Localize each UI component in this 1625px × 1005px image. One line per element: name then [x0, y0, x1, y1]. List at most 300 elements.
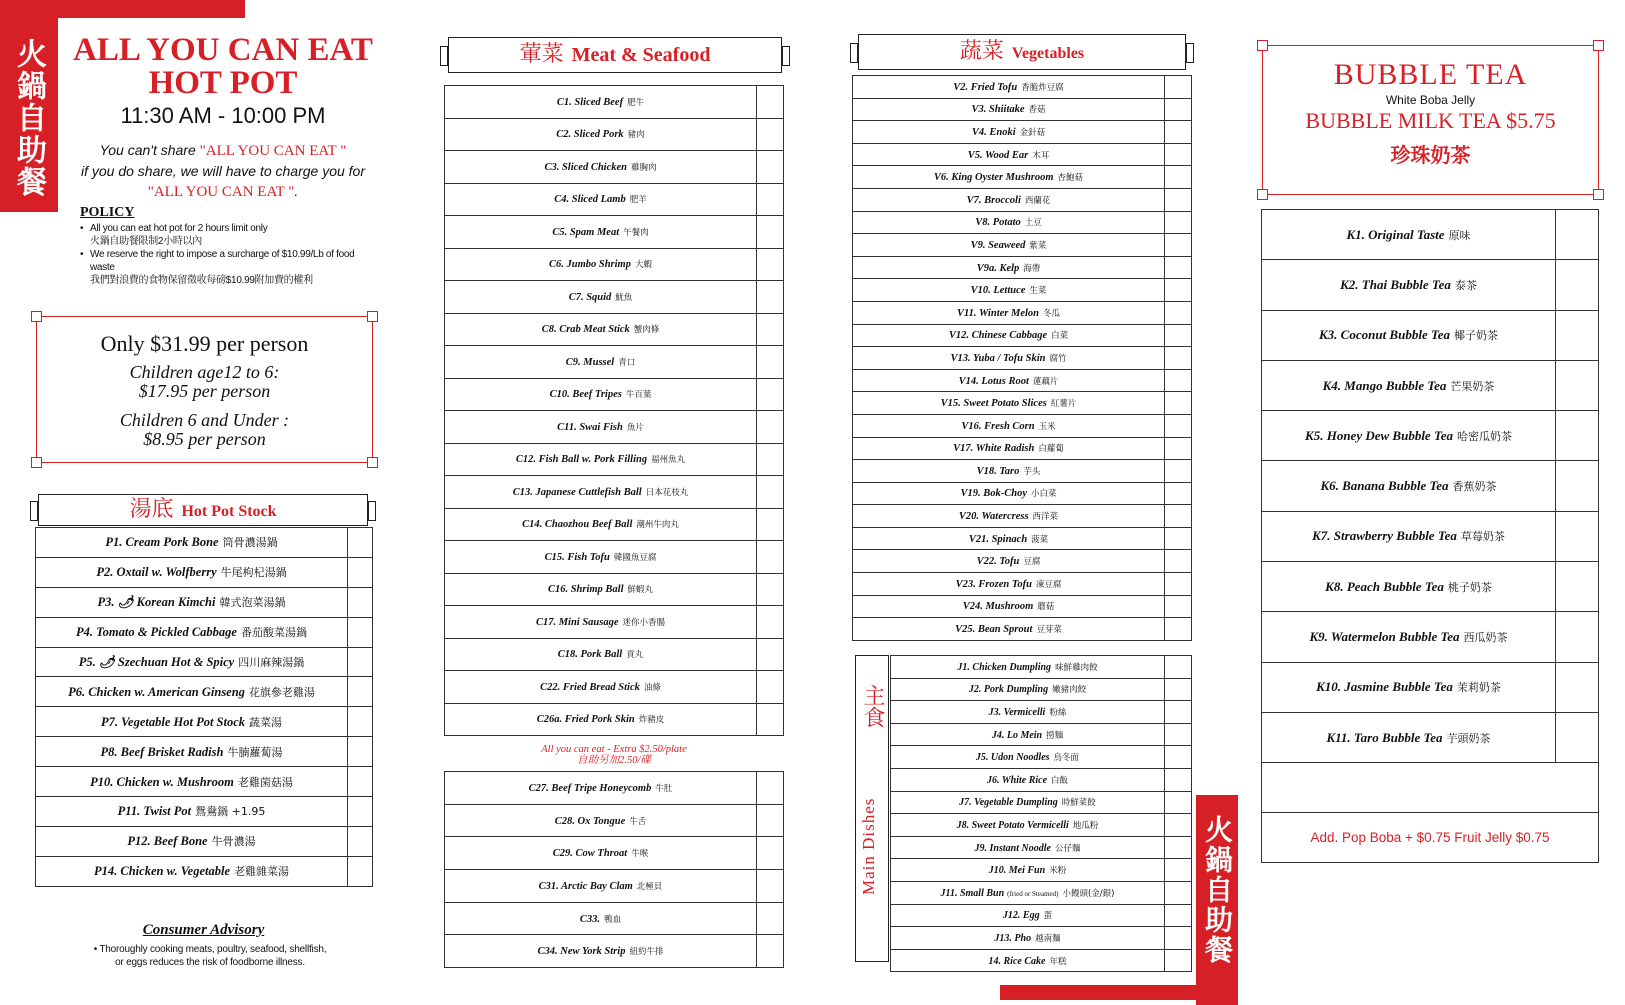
- order-checkbox-cell[interactable]: [1165, 701, 1192, 724]
- order-checkbox-cell[interactable]: [1165, 143, 1192, 166]
- menu-item: [445, 804, 757, 837]
- order-checkbox-cell[interactable]: [1165, 814, 1192, 837]
- menu-item: [36, 647, 348, 677]
- order-checkbox-cell[interactable]: [1165, 482, 1192, 505]
- menu-row: [891, 881, 1192, 904]
- order-checkbox-cell[interactable]: [1165, 301, 1192, 324]
- menu-row: [853, 234, 1192, 257]
- menu-row: [36, 617, 373, 647]
- order-checkbox-cell[interactable]: [348, 767, 373, 797]
- order-checkbox-cell[interactable]: [1165, 166, 1192, 189]
- menu-item: [853, 550, 1165, 573]
- menu-item-cn: 香脆炸豆腐: [1021, 82, 1064, 93]
- order-checkbox-cell[interactable]: [348, 677, 373, 707]
- menu-item-name: C29. Cow Throat: [552, 848, 628, 860]
- order-checkbox-cell[interactable]: [1165, 188, 1192, 211]
- menu-item: [445, 248, 757, 281]
- order-checkbox-cell[interactable]: [757, 870, 784, 903]
- menu-row: [36, 826, 373, 856]
- order-checkbox-cell[interactable]: [1165, 904, 1192, 927]
- menu-item: [1262, 461, 1556, 511]
- menu-item-name: P2. Oxtail w. Wolfberry: [96, 565, 217, 580]
- menu-row: [1262, 310, 1599, 360]
- order-checkbox-cell[interactable]: [1165, 595, 1192, 618]
- stock-header: [38, 494, 368, 526]
- menu-row: [891, 859, 1192, 882]
- menu-item-name: C17. Mini Sausage: [535, 616, 619, 628]
- order-checkbox-cell[interactable]: [1165, 121, 1192, 144]
- menu-item: [853, 347, 1165, 370]
- menu-item-name: P10. Chicken w. Mushroom: [90, 774, 234, 789]
- menu-item-name: C22. Fried Bread Stick: [540, 681, 640, 693]
- menu-item-cn: 海帶: [1023, 263, 1041, 274]
- menu-item-cn: 魷魚: [615, 292, 633, 303]
- menu-row: [1262, 662, 1599, 712]
- share-quote: "ALL YOU CAN EAT ": [199, 143, 347, 159]
- meat-header-en: Meat & Seafood: [571, 44, 711, 66]
- menu-item: [36, 677, 348, 707]
- menu-item-name: V9. Seaweed: [970, 239, 1026, 251]
- order-checkbox-cell[interactable]: [1556, 411, 1599, 461]
- menu-item-name: P7. Vegetable Hot Pot Stock: [100, 714, 246, 729]
- menu-item-name: J12. Egg: [1002, 910, 1040, 922]
- menu-item-name: V16. Fresh Corn: [961, 420, 1035, 432]
- menu-item-cn: 牛尾枸杞湯鍋: [220, 566, 287, 580]
- menu-item: [1262, 260, 1556, 310]
- menu-item-cn: 蘑菇: [1037, 602, 1055, 613]
- menu-item-cn: 青口: [618, 357, 636, 368]
- order-checkbox-cell[interactable]: [1556, 210, 1599, 260]
- menu-item: [891, 836, 1165, 859]
- menu-item: [445, 573, 757, 606]
- menu-item-cn: 韓國魚豆腐: [613, 552, 657, 563]
- menu-item: [445, 118, 757, 151]
- menu-item-cn: 草莓奶茶: [1460, 530, 1505, 544]
- menu-item-cn: 椰子奶茶: [1453, 329, 1498, 343]
- menu-item-name: V6. King Oyster Mushroom: [933, 172, 1054, 184]
- menu-item-name: V25. Bean Sprout: [955, 624, 1033, 636]
- menu-item: [853, 98, 1165, 121]
- order-checkbox-cell[interactable]: [1556, 310, 1599, 360]
- order-checkbox-cell[interactable]: [757, 183, 784, 216]
- order-checkbox-cell[interactable]: [1165, 618, 1192, 641]
- menu-item-name: J9. Instant Noodle: [974, 842, 1051, 854]
- menu-item-name: K2. Thai Bubble Tea: [1340, 276, 1451, 292]
- order-checkbox-cell[interactable]: [1556, 511, 1599, 561]
- menu-item: [891, 949, 1165, 972]
- menu-row: [445, 346, 784, 379]
- menu-item-cn: 西瓜奶茶: [1463, 631, 1508, 645]
- menu-item-cn: 鴨血: [604, 914, 622, 925]
- menu-row: [36, 647, 373, 677]
- menu-row: [891, 723, 1192, 746]
- menu-item: [853, 279, 1165, 302]
- order-checkbox-cell[interactable]: [757, 248, 784, 281]
- order-checkbox-cell[interactable]: [1165, 437, 1192, 460]
- menu-item-cn: 金針菇: [1019, 127, 1046, 138]
- menu-item: [445, 183, 757, 216]
- menu-item-name: C7. Squid: [568, 291, 612, 303]
- menu-item: [445, 86, 757, 119]
- order-checkbox-cell[interactable]: [1165, 949, 1192, 972]
- menu-row: [445, 772, 784, 805]
- menu-item: [853, 437, 1165, 460]
- menu-item: [853, 369, 1165, 392]
- menu-item-cn: 紐約牛排: [629, 947, 664, 958]
- menu-row: [891, 746, 1192, 769]
- menu-item-cn: 芋头: [1023, 466, 1041, 477]
- menu-item-cn: 茉莉奶茶: [1456, 681, 1501, 695]
- order-checkbox-cell[interactable]: [757, 411, 784, 444]
- order-checkbox-cell[interactable]: [348, 797, 373, 827]
- order-checkbox-cell[interactable]: [348, 737, 373, 767]
- frame-corner: [1257, 40, 1268, 51]
- order-checkbox-cell[interactable]: [348, 587, 373, 617]
- menu-item: [445, 313, 757, 346]
- bubble-tea-box: [1262, 45, 1599, 195]
- menu-item-cn: 菠菜: [1031, 534, 1049, 545]
- menu-row: [36, 797, 373, 827]
- menu-row: [36, 677, 373, 707]
- main-dishes-en: Main Dishes: [859, 797, 878, 895]
- menu-item-name: V2. Fried Tofu: [953, 81, 1018, 93]
- menu-item-name: J5. Udon Noodles: [975, 752, 1050, 764]
- menu-item-name: C4. Sliced Lamb: [554, 194, 626, 206]
- menu-item-cn: 牛舌: [629, 816, 647, 827]
- share-text-b: if you do share, we will have to charge you for: [80, 163, 366, 179]
- menu-item-cn: 地瓜粉: [1072, 820, 1099, 831]
- menu-item: [891, 791, 1165, 814]
- order-checkbox-cell[interactable]: [757, 703, 784, 736]
- menu-item: [445, 902, 757, 935]
- menu-item-cn: 木耳: [1032, 150, 1050, 161]
- order-checkbox-cell[interactable]: [757, 313, 784, 346]
- menu-item: [36, 826, 348, 856]
- menu-item: [445, 606, 757, 639]
- menu-item-name: V23. Frozen Tofu: [955, 578, 1032, 590]
- extra-charge-note: All you can eat - Extra $2.50/plate 自助另加2.50/碟: [541, 744, 687, 766]
- order-checkbox-cell[interactable]: [757, 573, 784, 606]
- order-checkbox-cell[interactable]: [1165, 656, 1192, 679]
- order-checkbox-cell[interactable]: [757, 378, 784, 411]
- order-checkbox-cell[interactable]: [1165, 98, 1192, 121]
- order-checkbox-cell[interactable]: [1165, 369, 1192, 392]
- menu-row: [853, 256, 1192, 279]
- menu-item: [445, 870, 757, 903]
- order-checkbox-cell[interactable]: [757, 902, 784, 935]
- order-checkbox-cell[interactable]: [1165, 460, 1192, 483]
- menu-item-cn: 粉絲: [1049, 707, 1067, 718]
- menu-item: [891, 927, 1165, 950]
- order-checkbox-cell[interactable]: [1165, 678, 1192, 701]
- order-checkbox-cell[interactable]: [757, 508, 784, 541]
- menu-item-name: K9. Watermelon Bubble Tea: [1309, 629, 1460, 645]
- menu-row: [445, 935, 784, 968]
- menu-item-name: V9a. Kelp: [976, 262, 1020, 274]
- menu-item-name: V22. Tofu: [976, 556, 1020, 568]
- menu-item-name: K11. Taro Bubble Tea: [1326, 729, 1443, 745]
- child-price-a: Children age12 to 6: $17.95 per person: [129, 362, 280, 401]
- menu-item-name: V21. Spinach: [968, 533, 1028, 545]
- menu-item: [853, 234, 1165, 257]
- order-checkbox-cell[interactable]: [757, 804, 784, 837]
- menu-row: [445, 151, 784, 184]
- menu-item-cn: 嫩豬肉餃: [1052, 685, 1087, 696]
- order-checkbox-cell[interactable]: [348, 528, 373, 558]
- order-checkbox-cell[interactable]: [1556, 360, 1599, 410]
- menu-row: [853, 482, 1192, 505]
- menu-row: [853, 98, 1192, 121]
- opening-hours: 11:30 AM - 10:00 PM: [120, 103, 326, 128]
- order-checkbox-cell[interactable]: [1165, 768, 1192, 791]
- order-checkbox-cell[interactable]: [757, 216, 784, 249]
- menu-item-cn: 土豆: [1024, 218, 1042, 229]
- order-checkbox-cell[interactable]: [1165, 234, 1192, 257]
- order-checkbox-cell[interactable]: [1165, 573, 1192, 596]
- order-checkbox-cell[interactable]: [1165, 347, 1192, 370]
- menu-item-name: P11. Twist Pot: [117, 804, 192, 819]
- menu-item-name: C6. Jumbo Shrimp: [548, 259, 631, 271]
- menu-item-name: C33.: [579, 913, 601, 925]
- order-checkbox-cell[interactable]: [1556, 562, 1599, 612]
- menu-item-name: V11. Winter Melon: [957, 307, 1039, 319]
- order-checkbox-cell[interactable]: [1165, 211, 1192, 234]
- menu-item: [445, 638, 757, 671]
- order-checkbox-cell[interactable]: [1165, 881, 1192, 904]
- menu-item: [853, 211, 1165, 234]
- order-checkbox-cell[interactable]: [1556, 612, 1599, 662]
- menu-row: [445, 118, 784, 151]
- bubble-tea-title: BUBBLE TEA: [1333, 58, 1528, 91]
- menu-item-cn: 腐竹: [1049, 353, 1067, 364]
- menu-item: [1262, 562, 1556, 612]
- advisory-text: • Thoroughly cooking meats, poultry, seafood, shellfish, or eggs reduces the risk of foodborne illness.: [93, 944, 327, 968]
- menu-item-name: C13. Japanese Cuttlefish Ball: [512, 486, 642, 498]
- menu-item: [445, 935, 757, 968]
- order-checkbox-cell[interactable]: [1165, 279, 1192, 302]
- menu-item-cn: 鴛鴦鍋 +1.95: [195, 805, 266, 819]
- order-checkbox-cell[interactable]: [1165, 836, 1192, 859]
- header-ornament: [368, 501, 376, 521]
- order-checkbox-cell[interactable]: [348, 856, 373, 886]
- menu-item-cn: 時鮮菜餃: [1061, 798, 1096, 809]
- order-checkbox-cell[interactable]: [1165, 791, 1192, 814]
- menu-row: [853, 414, 1192, 437]
- order-checkbox-cell[interactable]: [1556, 662, 1599, 712]
- menu-row: [445, 443, 784, 476]
- order-checkbox-cell[interactable]: [757, 118, 784, 151]
- stock-table: [35, 527, 373, 887]
- order-checkbox-cell[interactable]: [1165, 324, 1192, 347]
- order-checkbox-cell[interactable]: [757, 638, 784, 671]
- menu-row: [36, 557, 373, 587]
- menu-item-name: V19. Bok-Choy: [960, 488, 1027, 500]
- order-checkbox-cell[interactable]: [1165, 723, 1192, 746]
- left-red-tab: [0, 0, 58, 212]
- menu-item-name: J8. Sweet Potato Vermicelli: [956, 819, 1069, 831]
- order-checkbox-cell[interactable]: [757, 151, 784, 184]
- menu-row: [1262, 411, 1599, 461]
- menu-row: [891, 656, 1192, 679]
- frame-corner: [31, 457, 42, 468]
- order-checkbox-cell[interactable]: [1165, 746, 1192, 769]
- order-checkbox-cell[interactable]: [1556, 712, 1599, 762]
- order-checkbox-cell[interactable]: [757, 606, 784, 639]
- menu-item-name: V4. Enoki: [971, 126, 1016, 138]
- order-checkbox-cell[interactable]: [1165, 76, 1192, 99]
- menu-item: [853, 414, 1165, 437]
- order-checkbox-cell[interactable]: [757, 541, 784, 574]
- menu-item-name: K10. Jasmine Bubble Tea: [1316, 679, 1453, 695]
- menu-item-cn: 生菜: [1029, 286, 1047, 297]
- menu-item: [891, 904, 1165, 927]
- frame-corner: [367, 311, 378, 322]
- order-checkbox-cell[interactable]: [1556, 461, 1599, 511]
- order-checkbox-cell[interactable]: [757, 935, 784, 968]
- meat-header-cn: 葷菜: [519, 42, 564, 67]
- main-table: [890, 655, 1192, 972]
- menu-item-cn: 炸豬皮: [638, 715, 665, 726]
- menu-item-name: K4. Mango Bubble Tea: [1322, 377, 1447, 393]
- policy-item: • All you can eat hot pot for 2 hours limit only 火鍋自助餐限制2小時以內: [80, 222, 380, 248]
- order-checkbox-cell[interactable]: [757, 86, 784, 119]
- extra-meat-table: [444, 771, 784, 968]
- menu-row: [853, 166, 1192, 189]
- menu-item-name: C27. Beef Tripe Honeycomb: [528, 782, 652, 794]
- menu-row: [445, 183, 784, 216]
- menu-row: [36, 737, 373, 767]
- menu-item-name: K5. Honey Dew Bubble Tea: [1305, 427, 1453, 443]
- menu-item: [36, 797, 348, 827]
- menu-item-cn: 西洋菜: [1032, 512, 1059, 523]
- order-checkbox-cell[interactable]: [1165, 505, 1192, 528]
- menu-row: [891, 701, 1192, 724]
- menu-row: [853, 505, 1192, 528]
- menu-item-name: C12. Fish Ball w. Pork Filling: [515, 454, 648, 466]
- menu-row: [853, 211, 1192, 234]
- menu-item: [853, 188, 1165, 211]
- menu-item-cn: 紅薯片: [1050, 399, 1077, 410]
- menu-item-cn: 紫菜: [1029, 240, 1047, 251]
- menu-row: [445, 248, 784, 281]
- menu-row: [891, 904, 1192, 927]
- menu-item-cn: 豬肉: [627, 130, 645, 141]
- share-end: .: [294, 183, 299, 199]
- menu-item: [891, 656, 1165, 679]
- order-checkbox-cell[interactable]: [348, 557, 373, 587]
- advisory-title: Consumer Advisory: [142, 922, 265, 938]
- order-checkbox-cell[interactable]: [1556, 260, 1599, 310]
- menu-item: [445, 772, 757, 805]
- menu-row: [853, 301, 1192, 324]
- menu-row: [36, 767, 373, 797]
- menu-item-cn: 味鮮雞肉餃: [1055, 662, 1098, 673]
- menu-item-cn: 午餐肉: [623, 227, 649, 238]
- order-checkbox-cell[interactable]: [1165, 414, 1192, 437]
- page-title: [58, 34, 388, 100]
- menu-item: [445, 508, 757, 541]
- order-checkbox-cell[interactable]: [1165, 550, 1192, 573]
- menu-item-cn: 牛百葉: [625, 390, 652, 401]
- order-checkbox-cell[interactable]: [757, 837, 784, 870]
- menu-item-cn: 芒果奶茶: [1450, 379, 1495, 393]
- order-checkbox-cell[interactable]: [348, 707, 373, 737]
- menu-item: [445, 411, 757, 444]
- menu-item-name: P5. 🌶 Szechuan Hot & Spicy: [78, 655, 235, 669]
- menu-item-name: V7. Broccoli: [966, 194, 1021, 206]
- menu-row: [1262, 712, 1599, 762]
- menu-item-cn: 番茄酸菜湯鍋: [240, 626, 307, 640]
- menu-row: [1262, 511, 1599, 561]
- menu-row: [853, 279, 1192, 302]
- order-checkbox-cell[interactable]: [757, 443, 784, 476]
- header-ornament: [1186, 43, 1194, 63]
- menu-row: [853, 573, 1192, 596]
- order-checkbox-cell[interactable]: [757, 671, 784, 704]
- order-checkbox-cell[interactable]: [1165, 527, 1192, 550]
- order-checkbox-cell[interactable]: [1165, 256, 1192, 279]
- menu-row: [445, 671, 784, 704]
- left-tab-text: 火鍋自助餐: [11, 38, 46, 198]
- menu-row: [1262, 461, 1599, 511]
- menu-row: [853, 595, 1192, 618]
- menu-row: [445, 541, 784, 574]
- menu-item-name: V15. Sweet Potato Slices: [940, 398, 1047, 410]
- order-checkbox-cell[interactable]: [757, 772, 784, 805]
- order-checkbox-cell[interactable]: [348, 826, 373, 856]
- menu-item: [36, 707, 348, 737]
- menu-item: [445, 671, 757, 704]
- menu-item-name: V12. Chinese Cabbage: [948, 330, 1048, 342]
- menu-row: [891, 814, 1192, 837]
- menu-item-name: C26a. Fried Pork Skin: [536, 714, 635, 726]
- order-checkbox-cell[interactable]: [1165, 392, 1192, 415]
- frame-corner: [1593, 189, 1604, 200]
- veg-header: [858, 34, 1186, 70]
- table-row: [1262, 813, 1599, 863]
- order-checkbox-cell[interactable]: [1165, 859, 1192, 882]
- menu-item: [445, 346, 757, 379]
- menu-item-cn: 豆芽菜: [1036, 625, 1062, 636]
- share-text-a: You can't share: [99, 142, 200, 158]
- menu-item-name: C2. Sliced Pork: [556, 129, 624, 141]
- order-checkbox-cell[interactable]: [348, 617, 373, 647]
- menu-row: [445, 837, 784, 870]
- menu-item-cn: 冬瓜: [1042, 308, 1060, 319]
- menu-item-name: V17. White Radish: [953, 443, 1035, 455]
- menu-item-cn: 白菜: [1051, 331, 1069, 342]
- order-checkbox-cell[interactable]: [1165, 927, 1192, 950]
- menu-row: [445, 281, 784, 314]
- menu-item-name: C9. Mussel: [565, 356, 615, 368]
- order-checkbox-cell[interactable]: [757, 281, 784, 314]
- menu-item-name: J3. Vermicelli: [988, 706, 1046, 718]
- order-checkbox-cell[interactable]: [757, 476, 784, 509]
- menu-item-cn: 豆腐: [1023, 557, 1041, 568]
- menu-item-name: V14. Lotus Root: [958, 375, 1029, 387]
- frame-corner: [1257, 189, 1268, 200]
- menu-item-cn: 老雞雜菜湯: [234, 865, 289, 879]
- order-checkbox-cell[interactable]: [757, 346, 784, 379]
- right-tab-text: 火鍋自助餐: [1201, 815, 1234, 965]
- order-checkbox-cell[interactable]: [348, 647, 373, 677]
- menu-item: [853, 143, 1165, 166]
- menu-item: [445, 703, 757, 736]
- menu-row: [853, 392, 1192, 415]
- menu-item-name: P14. Chicken w. Vegetable: [94, 864, 230, 879]
- menu-item: [853, 76, 1165, 99]
- menu-item-name: K3. Coconut Bubble Tea: [1319, 327, 1450, 343]
